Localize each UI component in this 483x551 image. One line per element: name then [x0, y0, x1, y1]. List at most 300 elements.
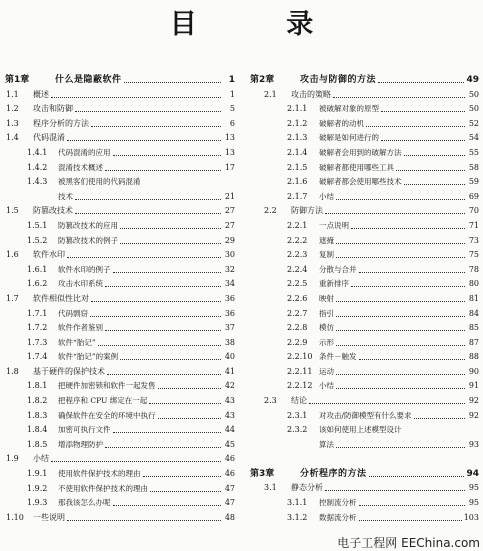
toc-page-number: 32 — [224, 264, 235, 274]
toc-entry-title: 复制 — [319, 250, 334, 260]
toc-entry-row[interactable] — [5, 85, 235, 100]
dot-leader — [359, 359, 466, 360]
toc-page-number: 71 — [468, 220, 479, 230]
toc-page-number: 69 — [468, 191, 479, 201]
dot-leader — [120, 228, 221, 229]
toc-entry-number: 1.5.1 — [27, 220, 48, 230]
toc-entry-row[interactable] — [250, 85, 479, 100]
dot-leader — [351, 228, 465, 229]
toc-entry-title: 条件－触发 — [319, 352, 357, 362]
toc-page-number: 50 — [468, 89, 479, 99]
toc-entry-title: 遮掩 — [319, 235, 334, 245]
dot-leader — [414, 418, 465, 419]
toc-page-number: 85 — [468, 323, 479, 333]
toc-page-number: 95 — [468, 498, 479, 508]
toc-entry-row[interactable] — [5, 479, 235, 494]
toc-entry-title: 示形 — [319, 337, 334, 347]
toc-entry-row[interactable] — [250, 362, 479, 377]
toc-entry-number: 2.1.2 — [287, 118, 308, 128]
toc-entry-title: 静态分析 — [291, 483, 323, 493]
dot-leader — [336, 257, 465, 258]
toc-entry-title: 破解者都使用哪些工具 — [319, 162, 394, 172]
toc-entry-row[interactable] — [250, 202, 479, 217]
toc-page-number: 78 — [468, 264, 479, 274]
toc-page-number: 44 — [224, 425, 235, 435]
toc-page-number: 84 — [468, 308, 479, 318]
toc-entry-title: 指引 — [319, 308, 334, 318]
toc-entry-title: 软件“胎记” — [58, 337, 96, 347]
toc-entry-title: 对攻击/防御模型有什么要求 — [319, 410, 412, 420]
toc-entry-number: 2.1.3 — [287, 133, 308, 143]
dot-leader — [369, 476, 465, 477]
toc-entry-row[interactable] — [250, 289, 479, 304]
toc-entry-row[interactable] — [5, 421, 235, 436]
toc-page-number: 87 — [468, 337, 479, 347]
toc-entry-row[interactable] — [250, 129, 479, 144]
toc-entry-row[interactable] — [5, 435, 235, 450]
toc-page-number: 1 — [229, 89, 235, 99]
dot-leader — [98, 345, 221, 346]
toc-entry-row[interactable] — [5, 231, 235, 246]
dot-leader — [51, 461, 221, 462]
toc-entry-title: 分散与合并 — [319, 264, 357, 274]
toc-page-number: 38 — [224, 337, 235, 347]
toc-entry-row[interactable] — [5, 246, 235, 261]
toc-entry-title: 小结 — [319, 381, 334, 391]
toc-page-number: 40 — [224, 352, 235, 362]
toc-entry-row[interactable] — [250, 333, 479, 348]
toc-entry-row[interactable] — [250, 100, 479, 115]
toc-entry-number: 1.3 — [6, 118, 19, 128]
toc-entry-number: 1.8.1 — [27, 381, 48, 391]
dot-leader — [325, 490, 465, 491]
dot-leader — [336, 316, 465, 317]
toc-entry-title: 软件“胎记”的案例 — [58, 352, 119, 362]
toc-entry-title: 重新排序 — [319, 279, 349, 289]
toc-entry-number: 1.8.3 — [27, 410, 48, 420]
toc-entry-number: 1.7.4 — [27, 352, 48, 362]
toc-entry-title: 使用软件保护技术的理由 — [58, 469, 141, 479]
toc-entry-title: 攻击与防御的方法 — [300, 75, 377, 85]
toc-page-number: 93 — [468, 439, 479, 449]
toc-entry-number: 2.2.5 — [287, 279, 308, 289]
toc-entry-title: 数据流分析 — [319, 512, 357, 522]
dot-leader — [90, 316, 221, 317]
toc-entry-row[interactable] — [250, 319, 479, 334]
toc-entry-number: 1.9.3 — [27, 498, 48, 508]
toc-entry-row[interactable] — [250, 508, 479, 523]
toc-entry-number: 2.2.1 — [287, 220, 308, 230]
dot-leader — [336, 345, 465, 346]
toc-page-number: 52 — [468, 118, 479, 128]
toc-entry-number: 第2章 — [250, 75, 275, 85]
dot-leader — [359, 520, 462, 521]
dot-leader — [404, 155, 466, 156]
toc-entry-title: 攻击和防御 — [33, 104, 73, 114]
dot-leader — [113, 155, 222, 156]
toc-chapter-row[interactable] — [250, 460, 479, 479]
dot-leader — [105, 330, 221, 331]
toc-page-number: 30 — [224, 250, 235, 260]
toc-entry-title: 基于硬件的保护技术 — [33, 366, 105, 376]
toc-entry-row[interactable] — [250, 304, 479, 319]
toc-entry-title: 破解者会用到的破解方法 — [319, 147, 402, 157]
dot-leader — [91, 301, 221, 302]
toc-entry-row[interactable] — [250, 377, 479, 392]
toc-right-column — [250, 66, 479, 523]
toc-entry-row[interactable] — [5, 187, 235, 202]
toc-entry-row[interactable] — [250, 348, 479, 363]
toc-entry-number: 3.1 — [264, 483, 277, 493]
dot-leader — [67, 140, 221, 141]
dot-leader — [336, 447, 465, 448]
toc-entry-number: 1.5.2 — [27, 235, 48, 245]
toc-page-number: 27 — [224, 206, 235, 216]
toc-entry-title: 代码剽窃 — [58, 308, 88, 318]
toc-entry-number: 2.2.3 — [287, 250, 308, 260]
toc-entry-title: 破解者的动机 — [319, 118, 364, 128]
dot-leader — [113, 505, 222, 506]
dot-leader — [113, 432, 222, 433]
toc-entry-row[interactable] — [5, 319, 235, 334]
toc-entry-title: 把硬件加密锁和软件一起发售 — [58, 381, 156, 391]
toc-page-number: 13 — [224, 147, 235, 157]
toc-page-number: 21 — [224, 191, 235, 201]
toc-entry-title: 不使用软件保护技术的理由 — [58, 483, 148, 493]
toc-entry-row[interactable] — [5, 143, 235, 158]
dot-leader — [51, 97, 221, 98]
dot-leader — [336, 388, 465, 389]
toc-page-number: 36 — [224, 293, 235, 303]
toc-page-number: 46 — [224, 454, 235, 464]
toc-entry-row[interactable] — [5, 494, 235, 509]
dot-leader — [351, 286, 465, 287]
toc-entry-row[interactable] — [250, 216, 479, 231]
toc-page-number: 48 — [224, 512, 235, 522]
toc-entry-title: 结论 — [291, 396, 307, 406]
dot-leader — [149, 403, 221, 404]
toc-entry-number: 第1章 — [5, 75, 30, 85]
dot-leader — [359, 272, 466, 273]
toc-page-number: 73 — [468, 235, 479, 245]
toc-entry-row[interactable] — [5, 508, 235, 523]
toc-entry-number: 1.7.1 — [27, 308, 48, 318]
dot-leader — [381, 140, 465, 141]
toc-page-number: 43 — [224, 396, 235, 406]
toc-entry-row[interactable] — [5, 289, 235, 304]
toc-entry-number: 2.3.1 — [287, 410, 308, 420]
toc-entry-row[interactable] — [5, 377, 235, 392]
toc-entry-row[interactable] — [250, 275, 479, 290]
toc-page-number: 37 — [224, 323, 235, 333]
toc-entry-row[interactable] — [5, 464, 235, 479]
toc-entry-number: 1.4.3 — [27, 177, 48, 187]
toc-entry-row[interactable] — [5, 406, 235, 421]
toc-entry-title: 模仿 — [319, 323, 334, 333]
toc-page-number: 75 — [468, 250, 479, 260]
toc-page-number: 45 — [224, 439, 235, 449]
toc-entry-row[interactable] — [250, 435, 479, 450]
toc-entry-row[interactable] — [250, 143, 479, 158]
toc-page-number: 50 — [468, 104, 479, 114]
toc-entry-title: 那我该怎么办呢 — [58, 498, 111, 508]
toc-page-number: 42 — [224, 381, 235, 391]
toc-entry-title: 破解是如何进行的 — [319, 133, 379, 143]
toc-entry-title: 攻击的策略 — [291, 89, 331, 99]
toc-page-number: 46 — [224, 469, 235, 479]
toc-entry-number: 1.7.3 — [27, 337, 48, 347]
toc-entry-row[interactable] — [5, 391, 235, 406]
toc-entry-number: 2.2.2 — [287, 235, 308, 245]
toc-entry-row[interactable] — [250, 493, 479, 508]
toc-entry-number: 1.6.2 — [27, 279, 48, 289]
toc-page-number: 13 — [224, 133, 235, 143]
toc-entry-number: 2.2.9 — [287, 337, 308, 347]
toc-entry-number: 1.2 — [6, 104, 19, 114]
dot-leader — [381, 111, 465, 112]
toc-entry-title: 代码混淆 — [33, 133, 65, 143]
toc-entry-row[interactable] — [5, 333, 235, 348]
toc-entry-number: 3.1.1 — [287, 498, 308, 508]
toc-entry-row[interactable] — [250, 421, 479, 436]
toc-entry-row[interactable] — [5, 450, 235, 465]
toc-entry-title: 确保软件在安全的环境中执行 — [58, 410, 156, 420]
toc-page-number: 103 — [463, 512, 479, 522]
dot-leader — [67, 520, 221, 521]
toc-entry-row[interactable] — [250, 260, 479, 275]
dot-leader — [336, 374, 465, 375]
toc-entry-title: 攻击水印系统 — [58, 279, 103, 289]
toc-entry-title: 软件水印 — [33, 250, 65, 260]
watermark: 电子工程网 EEChina.com — [337, 536, 480, 550]
dot-leader — [105, 170, 221, 171]
toc-entry-number: 2.2.8 — [287, 323, 308, 333]
dot-leader — [120, 243, 221, 244]
toc-entry-row[interactable] — [5, 348, 235, 363]
toc-chapter-row[interactable] — [5, 66, 235, 85]
toc-entry-number: 第3章 — [250, 468, 275, 479]
toc-entry-row[interactable] — [5, 275, 235, 290]
toc-entry-title: 增添物理防护 — [58, 439, 103, 449]
dot-leader — [91, 126, 221, 127]
dot-leader — [120, 359, 221, 360]
toc-entry-title: 控制流分析 — [319, 498, 357, 508]
dot-leader — [158, 388, 222, 389]
dot-leader — [336, 330, 465, 331]
toc-entry-title: 概述 — [33, 89, 49, 99]
toc-entry-title: 该如何使用上述模型设计 — [319, 425, 402, 435]
toc-entry-number: 1.4 — [6, 133, 19, 143]
dot-leader — [105, 447, 221, 448]
toc-entry-number: 1.5 — [6, 206, 19, 216]
toc-entry-row[interactable] — [250, 246, 479, 261]
toc-entry-number: 1.6 — [6, 250, 19, 260]
toc-entry-title: 程序分析的方法 — [33, 118, 89, 128]
toc-entry-title: 小结 — [33, 454, 49, 464]
dot-leader — [158, 418, 222, 419]
toc-page-number: 43 — [224, 410, 235, 420]
toc-entry-title: 软件相似性比对 — [33, 293, 89, 303]
toc-entry-title: 防篡改技术 — [33, 206, 73, 216]
toc-entry-number: 1.8.5 — [27, 439, 48, 449]
toc-entry-title: 破解者都会使用哪些技术 — [319, 177, 402, 187]
toc-spacer — [250, 450, 479, 460]
toc-page-number: 70 — [468, 206, 479, 216]
toc-entry-number: 3.1.2 — [287, 512, 308, 522]
toc-entry-title: 把程序和 CPU 绑定在一起 — [58, 396, 148, 406]
toc-entry-number: 1.8 — [6, 366, 19, 376]
toc-entry-number: 2.2.4 — [287, 264, 308, 274]
toc-page-number: 58 — [468, 162, 479, 172]
toc-entry-row[interactable] — [5, 304, 235, 319]
dot-leader — [359, 505, 466, 506]
toc-entry-title: 混淆技术概述 — [58, 162, 103, 172]
dot-leader — [378, 82, 464, 83]
toc-entry-number: 2.2.11 — [287, 366, 313, 376]
toc-entry-row[interactable] — [5, 129, 235, 144]
toc-page-number: 29 — [224, 235, 235, 245]
toc-entry-title: 被黑客们使用的代码混淆 — [58, 177, 141, 187]
toc-entry-title: 什么是隐蔽软件 — [55, 75, 122, 85]
toc-entry-row[interactable] — [250, 479, 479, 494]
toc-entry-row[interactable] — [250, 406, 479, 421]
toc-entry-number: 1.4.2 — [27, 162, 48, 172]
dot-leader — [113, 272, 222, 273]
toc-entry-title: 加密可执行文件 — [58, 425, 111, 435]
toc-entry-number: 2.3.2 — [287, 425, 308, 435]
toc-entry-row[interactable] — [5, 216, 235, 231]
toc-page-number: 59 — [468, 177, 479, 187]
toc-entry-number: 2.2.10 — [287, 352, 313, 362]
toc-entry-number: 2.1.6 — [287, 177, 308, 187]
toc-entry-title: 小结 — [319, 191, 334, 201]
toc-entry-number: 1.7 — [6, 293, 19, 303]
toc-entry-number: 2.2 — [264, 206, 277, 216]
toc-page-number: 91 — [468, 381, 479, 391]
toc-entry-number: 2.2.6 — [287, 293, 308, 303]
toc-page-number: 80 — [468, 279, 479, 289]
dot-leader — [150, 491, 221, 492]
toc-page-number: 27 — [224, 220, 235, 230]
dot-leader — [67, 257, 221, 258]
toc-entry-number: 1.8.4 — [27, 425, 48, 435]
toc-page-number: 95 — [468, 483, 479, 493]
dot-leader — [333, 97, 465, 98]
toc-entry-title: 防篡改技术的例子 — [58, 235, 118, 245]
toc-chapter-row[interactable] — [250, 66, 479, 85]
toc-entry-title: 映射 — [319, 293, 334, 303]
toc-page-number: 47 — [224, 498, 235, 508]
toc-entry-title: 软件水印的例子 — [58, 264, 111, 274]
toc-entry-number: 2.1.7 — [287, 191, 308, 201]
toc-page-number: 94 — [466, 468, 479, 479]
toc-entry-title: 代码混淆的应用 — [58, 147, 111, 157]
toc-entry-number: 2.1.1 — [287, 104, 308, 114]
toc-page-number: 41 — [224, 366, 235, 376]
toc-page-number: 5 — [229, 104, 235, 114]
dot-leader — [404, 184, 466, 185]
toc-entry-number: 1.10 — [6, 512, 24, 522]
toc-entry-title: 一点说明 — [319, 220, 349, 230]
dot-leader — [143, 476, 222, 477]
toc-entry-row[interactable] — [250, 187, 479, 202]
toc-entry-row[interactable] — [5, 202, 235, 217]
toc-entry-row[interactable] — [5, 158, 235, 173]
toc-entry-row[interactable] — [5, 173, 235, 188]
toc-entry-row[interactable] — [5, 100, 235, 115]
toc-entry-number: 1.8.2 — [27, 396, 48, 406]
toc-page-number: 55 — [468, 147, 479, 157]
dot-leader — [75, 111, 221, 112]
toc-entry-title: 防御方法 — [291, 206, 323, 216]
toc-entry-title: 技术 — [58, 191, 73, 201]
toc-entry-row[interactable] — [5, 260, 235, 275]
toc-page-number: 34 — [224, 279, 235, 289]
dot-leader — [325, 213, 465, 214]
toc-entry-title: 防篡改技术的应用 — [58, 220, 118, 230]
toc-entry-title: 软件作者鉴别 — [58, 323, 103, 333]
toc-entry-number: 2.1.4 — [287, 147, 308, 157]
toc-page-number: 36 — [224, 308, 235, 318]
dot-leader — [336, 199, 465, 200]
dot-leader — [75, 213, 221, 214]
toc-entry-row[interactable] — [250, 173, 479, 188]
toc-entry-title: 运动 — [319, 366, 334, 376]
toc-entry-row[interactable] — [250, 158, 479, 173]
toc-entry-row[interactable] — [250, 114, 479, 129]
toc-entry-number: 1.6.1 — [27, 264, 48, 274]
toc-page-number: 1 — [228, 75, 235, 85]
toc-entry-number: 1.9.2 — [27, 483, 48, 493]
toc-entry-row[interactable] — [5, 114, 235, 129]
toc-entry-row[interactable] — [250, 231, 479, 246]
dot-leader — [366, 126, 465, 127]
toc-entry-number: 1.7.2 — [27, 323, 48, 333]
toc-entry-number: 2.2.12 — [287, 381, 313, 391]
toc-left-column — [5, 66, 235, 523]
toc-entry-number: 2.2.7 — [287, 308, 308, 318]
toc-page-number: 17 — [224, 162, 235, 172]
dot-leader — [336, 243, 465, 244]
toc-page-number: 81 — [468, 293, 479, 303]
dot-leader — [124, 82, 221, 83]
toc-page-number: 88 — [468, 352, 479, 362]
toc-page-number: 92 — [468, 396, 479, 406]
dot-leader — [107, 374, 221, 375]
toc-entry-title: 被破解对象的原型 — [319, 104, 379, 114]
dot-leader — [309, 403, 465, 404]
toc-entry-number: 2.1 — [264, 89, 277, 99]
toc-page-number: 47 — [224, 483, 235, 493]
toc-entry-title: 算法 — [319, 439, 334, 449]
toc-page-number: 6 — [229, 118, 235, 128]
toc-entry-number: 1.4.1 — [27, 147, 48, 157]
dot-leader — [75, 199, 221, 200]
toc-page-number: 90 — [468, 366, 479, 376]
dot-leader — [105, 286, 221, 287]
toc-entry-title: 分析程序的方法 — [300, 468, 367, 479]
toc-entry-row[interactable] — [250, 391, 479, 406]
toc-page-number: 49 — [466, 75, 479, 85]
toc-entry-row[interactable] — [5, 362, 235, 377]
toc-entry-number: 1.9.1 — [27, 469, 48, 479]
toc-page-number: 92 — [468, 410, 479, 420]
toc-entry-number: 2.1.5 — [287, 162, 308, 172]
toc-entry-number: 1.1 — [6, 89, 19, 99]
toc-entry-number: 2.3 — [264, 396, 277, 406]
dot-leader — [396, 170, 465, 171]
page-title: 目 录 — [169, 9, 354, 40]
